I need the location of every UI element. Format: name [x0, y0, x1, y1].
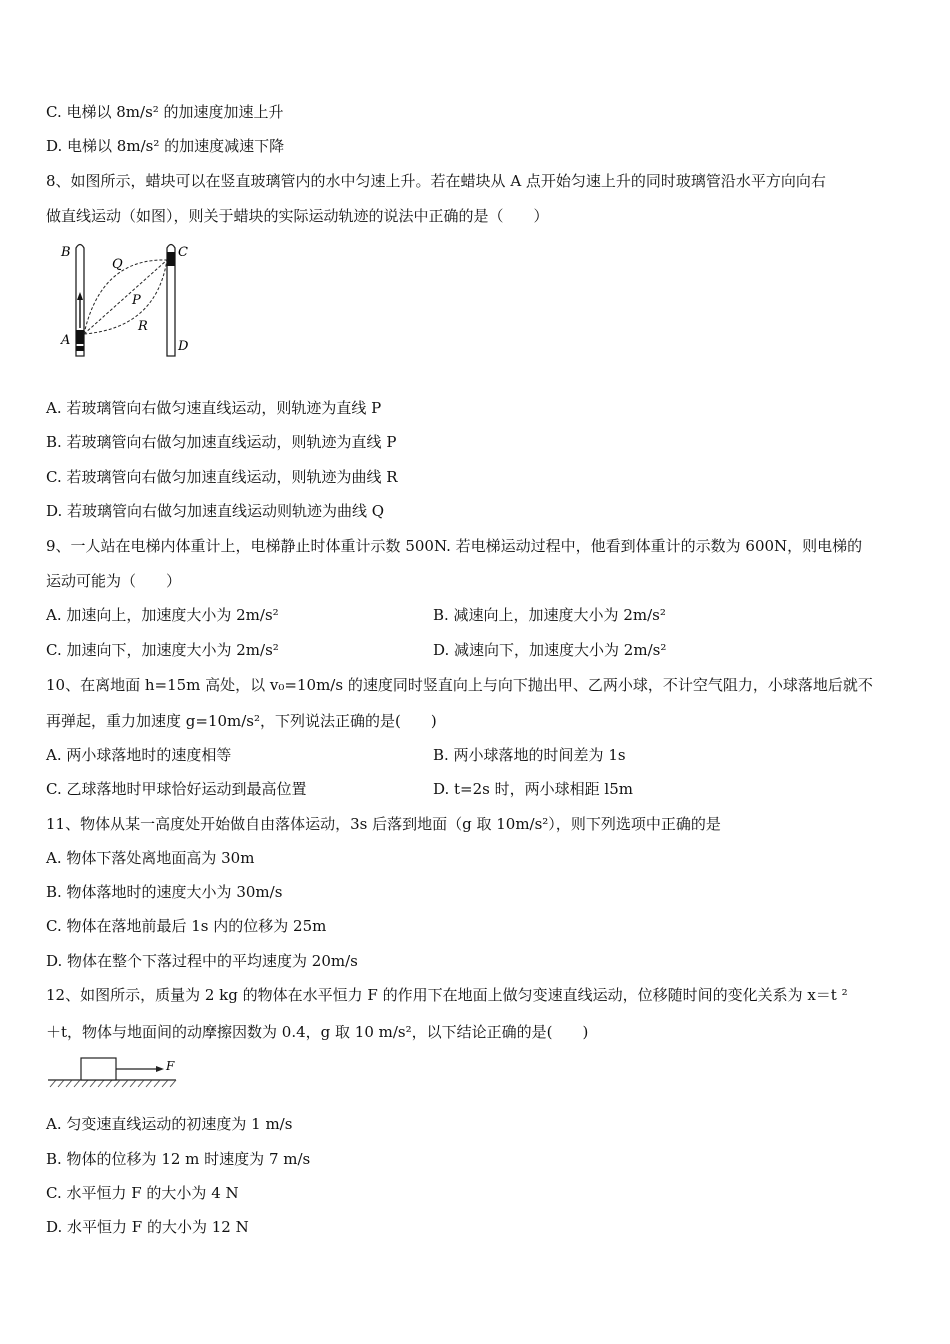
q12-option-a: A. 匀变速直线运动的初速度为 1 m/s [46, 1115, 293, 1133]
q12-label-f: F [166, 1059, 175, 1073]
q8-label-p: P [132, 293, 141, 308]
q8-stem-line2: 做直线运动（如图），则关于蜡块的实际运动轨迹的说法中正确的是（ ） [46, 207, 549, 225]
q8-label-q: Q [112, 257, 123, 272]
q7-option-c: C. 电梯以 8m/s² 的加速度加速上升 [46, 103, 284, 121]
q8-stem-line1: 8、如图所示，蜡块可以在竖直玻璃管内的水中匀速上升。若在蜡块从 A 点开始匀速上升的同时玻璃管沿水平方向向右 [46, 172, 826, 190]
q12-stem-line1: 12、如图所示，质量为 2 kg 的物体在水平恒力 F 的作用下在地面上做匀变速直线运动，位移随时间的变化关系为 x＝t ² [46, 986, 848, 1004]
q10-option-a: A. 两小球落地时的速度相等 [46, 746, 232, 764]
q8-option-d: D. 若玻璃管向右做匀加速直线运动则轨迹为曲线 Q [46, 502, 385, 520]
q9-stem-line1: 9、一人站在电梯内体重计上，电梯静止时体重计示数 500N. 若电梯运动过程中，他看到体重计的示数为 600N，则电梯的 [46, 537, 863, 555]
q11-option-d: D. 物体在整个下落过程中的平均速度为 20m/s [46, 952, 358, 970]
q9-option-c: C. 加速向下，加速度大小为 2m/s² [46, 641, 279, 659]
q9-stem-line2: 运动可能为（ ） [46, 572, 182, 590]
q8-figure-glass-tube [56, 238, 196, 360]
q10-stem-line1: 10、在离地面 h=15m 高处，以 v₀=10m/s 的速度同时竖直向上与向下抛出甲、乙两小球，不计空气阻力，小球落地后就不 [46, 676, 873, 694]
q12-option-c: C. 水平恒力 F 的大小为 4 N [46, 1184, 239, 1202]
q9-option-a: A. 加速向上，加速度大小为 2m/s² [46, 606, 279, 624]
q10-option-b: B. 两小球落地的时间差为 1s [433, 746, 626, 764]
q9-option-b: B. 减速向上，加速度大小为 2m/s² [433, 606, 666, 624]
q10-stem-line2: 再弹起，重力加速度 g=10m/s²，下列说法正确的是( ) [46, 712, 437, 730]
q8-label-a: A [61, 333, 71, 348]
q12-stem-line2: ＋t，物体与地面间的动摩擦因数为 0.4，g 取 10 m/s²，以下结论正确的是( ) [46, 1023, 589, 1041]
q8-label-r: R [138, 319, 148, 334]
q7-option-d: D. 电梯以 8m/s² 的加速度减速下降 [46, 137, 285, 155]
q11-stem: 11、物体从某一高度处开始做自由落体运动，3s 后落到地面（g 取 10m/s²），则下列选项中正确的是 [46, 815, 721, 833]
q11-option-c: C. 物体在落地前最后 1s 内的位移为 25m [46, 917, 327, 935]
q8-label-c: C [178, 245, 188, 260]
q12-option-d: D. 水平恒力 F 的大小为 12 N [46, 1218, 249, 1236]
q10-option-c: C. 乙球落地时甲球恰好运动到最高位置 [46, 780, 307, 798]
q8-label-b: B [61, 245, 71, 260]
q12-figure-block-on-ground [46, 1054, 186, 1090]
q11-option-a: A. 物体下落处离地面高为 30m [46, 849, 255, 867]
q10-option-d: D. t=2s 时，两小球相距 l5m [433, 780, 633, 798]
q8-label-d: D [178, 339, 189, 354]
q8-option-c: C. 若玻璃管向右做匀加速直线运动，则轨迹为曲线 R [46, 468, 398, 486]
q8-option-b: B. 若玻璃管向右做匀加速直线运动，则轨迹为直线 P [46, 433, 397, 451]
q9-option-d: D. 减速向下，加速度大小为 2m/s² [433, 641, 667, 659]
q11-option-b: B. 物体落地时的速度大小为 30m/s [46, 883, 283, 901]
q8-option-a: A. 若玻璃管向右做匀速直线运动，则轨迹为直线 P [46, 399, 382, 417]
q12-option-b: B. 物体的位移为 12 m 时速度为 7 m/s [46, 1150, 311, 1168]
